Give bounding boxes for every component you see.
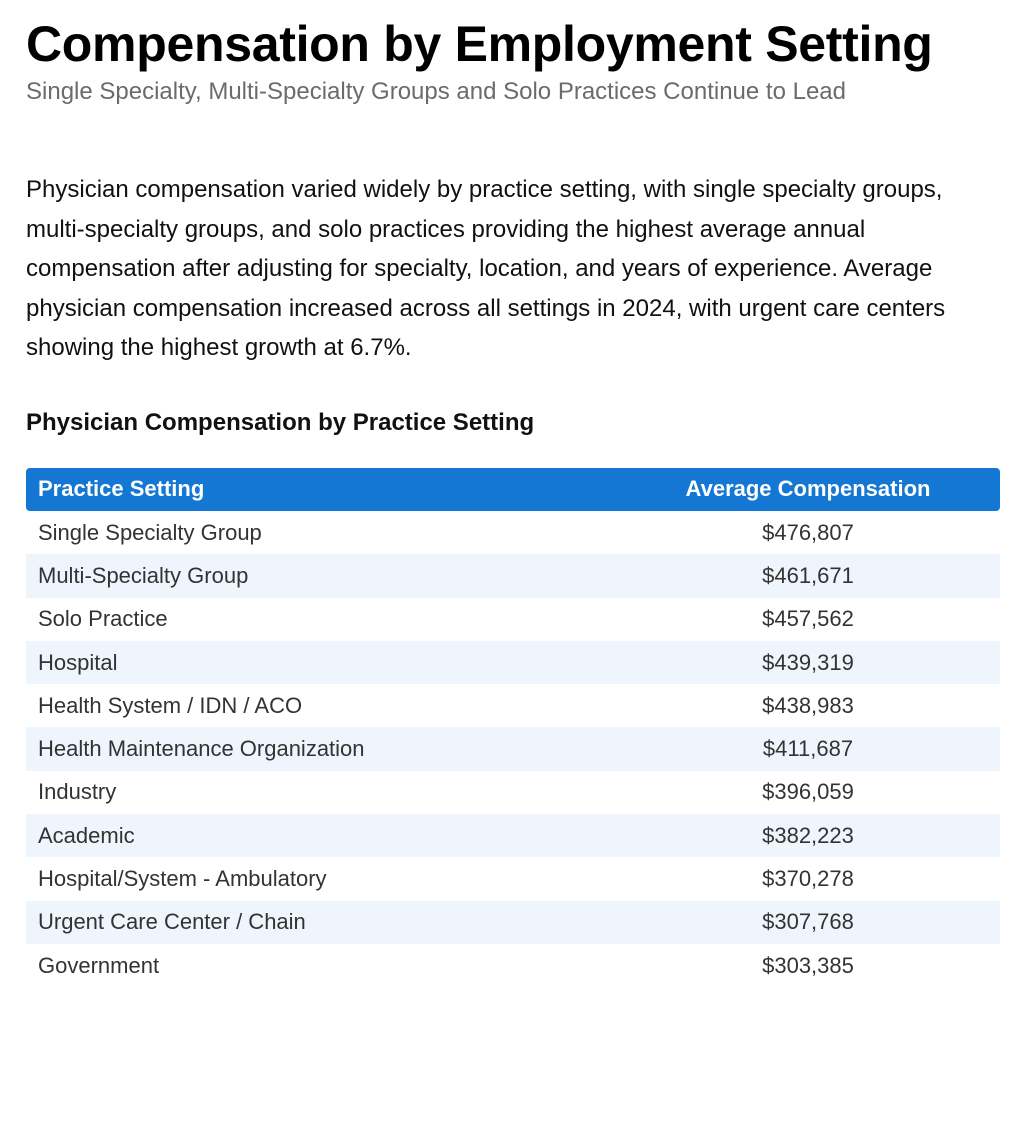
practice-setting-cell: Hospital bbox=[38, 649, 118, 675]
table-row bbox=[26, 641, 1000, 684]
practice-setting-cell: Academic bbox=[38, 822, 135, 848]
page-title: Compensation by Employment Setting bbox=[26, 16, 933, 72]
table-row bbox=[26, 511, 1000, 554]
practice-setting-cell: Health Maintenance Organization bbox=[38, 736, 365, 762]
compensation-cell: $303,385 bbox=[762, 952, 854, 978]
practice-setting-cell: Urgent Care Center / Chain bbox=[38, 909, 306, 935]
table-row bbox=[26, 771, 1000, 814]
compensation-cell: $461,671 bbox=[762, 562, 854, 588]
compensation-cell: $370,278 bbox=[762, 865, 854, 891]
practice-setting-cell: Multi-Specialty Group bbox=[38, 562, 249, 588]
table-body bbox=[26, 511, 1000, 987]
table-row bbox=[26, 857, 1000, 900]
compensation-cell: $307,768 bbox=[762, 909, 854, 935]
practice-setting-cell: Government bbox=[38, 952, 160, 978]
compensation-table bbox=[26, 468, 1000, 987]
compensation-cell: $476,807 bbox=[762, 519, 854, 545]
column-header-practice-setting: Practice Setting bbox=[38, 476, 205, 502]
table-row bbox=[26, 814, 1000, 857]
practice-setting-cell: Hospital/System - Ambulatory bbox=[38, 865, 327, 891]
practice-setting-cell: Solo Practice bbox=[38, 606, 168, 632]
practice-setting-cell: Industry bbox=[38, 779, 117, 805]
compensation-cell: $439,319 bbox=[762, 649, 854, 675]
compensation-cell: $457,562 bbox=[762, 606, 854, 632]
table-row bbox=[26, 684, 1000, 727]
body-paragraph: Physician compensation varied widely by practice setting, with single specialty groups, multi-specialty groups, and solo practices providing the highest average annual compensation after adjusting for specialty, location, and years of experience. Average physician compensation increased across all settings in 2024, with urgent care centers showing the highest growth at 6.7%. bbox=[26, 176, 946, 362]
table-row bbox=[26, 944, 1000, 987]
table-row bbox=[26, 598, 1000, 641]
table-row bbox=[26, 727, 1000, 770]
compensation-cell: $438,983 bbox=[762, 692, 854, 718]
page-subtitle: Single Specialty, Multi-Specialty Groups and Solo Practices Continue to Lead bbox=[26, 78, 846, 105]
table-title: Physician Compensation by Practice Setting bbox=[26, 408, 535, 436]
practice-setting-cell: Single Specialty Group bbox=[38, 519, 262, 545]
practice-setting-cell: Health System / IDN / ACO bbox=[38, 692, 303, 718]
table-row bbox=[26, 554, 1000, 597]
table-row bbox=[26, 901, 1000, 944]
compensation-cell: $411,687 bbox=[762, 736, 854, 762]
compensation-cell: $396,059 bbox=[762, 779, 854, 805]
article bbox=[26, 14, 1002, 987]
compensation-cell: $382,223 bbox=[762, 822, 854, 848]
table-header-row bbox=[26, 468, 1000, 511]
column-header-average-compensation: Average Compensation bbox=[685, 476, 931, 502]
